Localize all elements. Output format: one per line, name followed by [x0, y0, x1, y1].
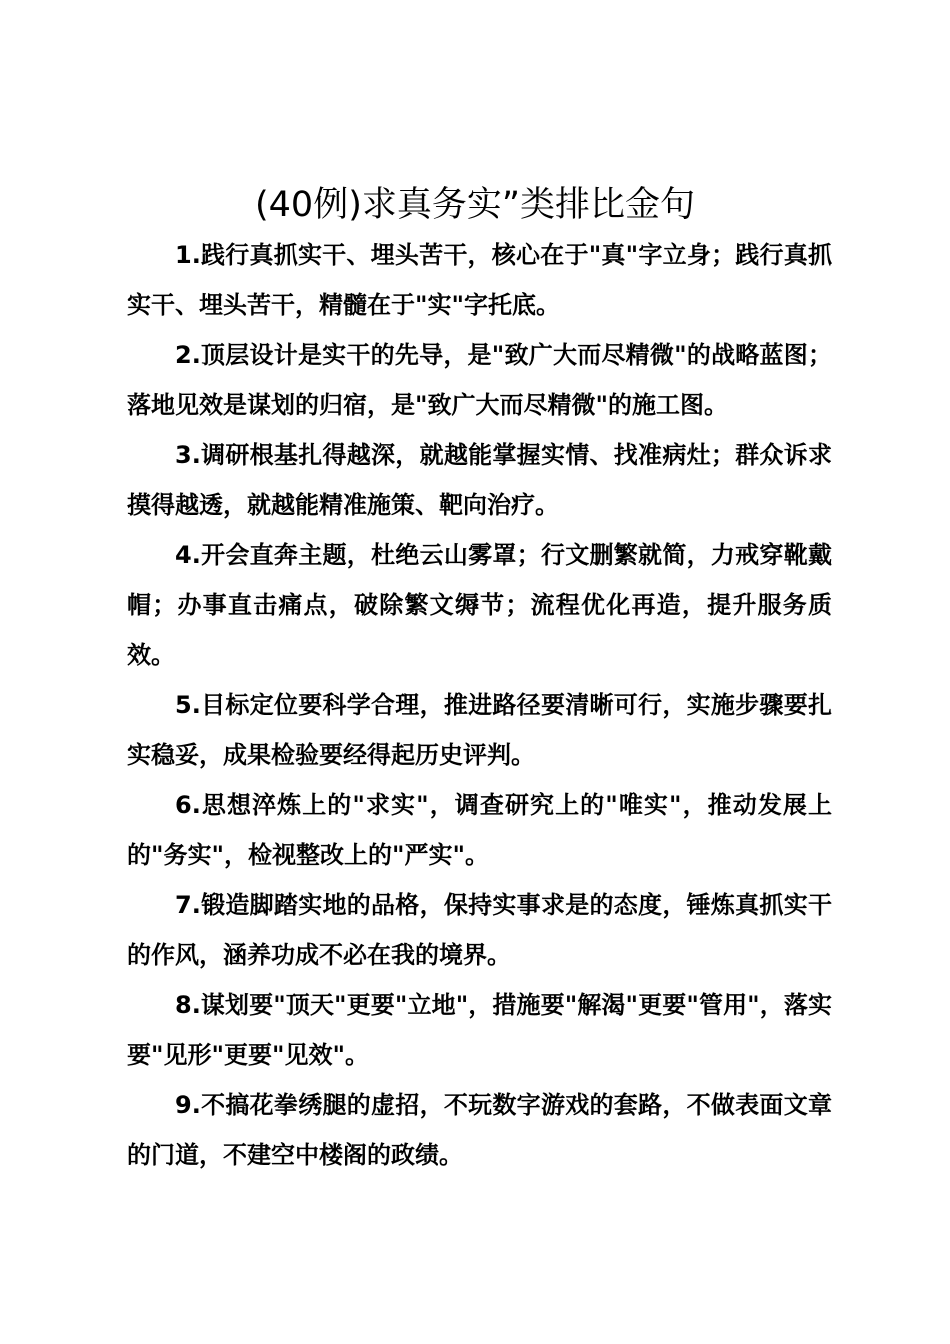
paragraph-7: 7.锻造脚踏实地的品格，保持实事求是的态度，锤炼真抓实干的作风，涵养功成不必在我的境界。 — [127, 891, 832, 969]
paragraph-2: 2.顶层设计是实干的先导，是"致广大而尽精微"的战略蓝图；落地见效是谋划的归宿，是"致广大而尽精微"的施工图。 — [127, 341, 832, 419]
document-body — [127, 230, 832, 1180]
paragraph-4: 4.开会直奔主题，杜绝云山雾罩；行文删繁就简，力戒穿靴戴帽；办事直击痛点，破除繁文缛节；流程优化再造，提升服务质效。 — [127, 541, 832, 669]
paragraph-3: 3.调研根基扎得越深，就越能掌握实情、找准病灶；群众诉求摸得越透，就越能精准施策、靶向治疗。 — [127, 441, 832, 519]
paragraph-9: 9.不搞花拳绣腿的虚招，不玩数字游戏的套路，不做表面文章的门道，不建空中楼阁的政绩。 — [127, 1091, 832, 1169]
paragraph-6: 6.思想淬炼上的"求实"，调查研究上的"唯实"，推动发展上的"务实"，检视整改上的"严实"。 — [127, 791, 832, 869]
paragraph-8: 8.谋划要"顶天"更要"立地"，措施要"解渴"更要"管用"，落实要"见形"更要"见效"。 — [127, 991, 832, 1069]
paragraph-1: 1.践行真抓实干、埋头苦干，核心在于"真"字立身；践行真抓实干、埋头苦干，精髓在于"实"字托底。 — [127, 241, 832, 319]
paragraph-5: 5.目标定位要科学合理，推进路径要清晰可行，实施步骤要扎实稳妥，成果检验要经得起历史评判。 — [127, 691, 832, 769]
document-title: (40例)求真务实”类排比金句 — [255, 185, 695, 225]
